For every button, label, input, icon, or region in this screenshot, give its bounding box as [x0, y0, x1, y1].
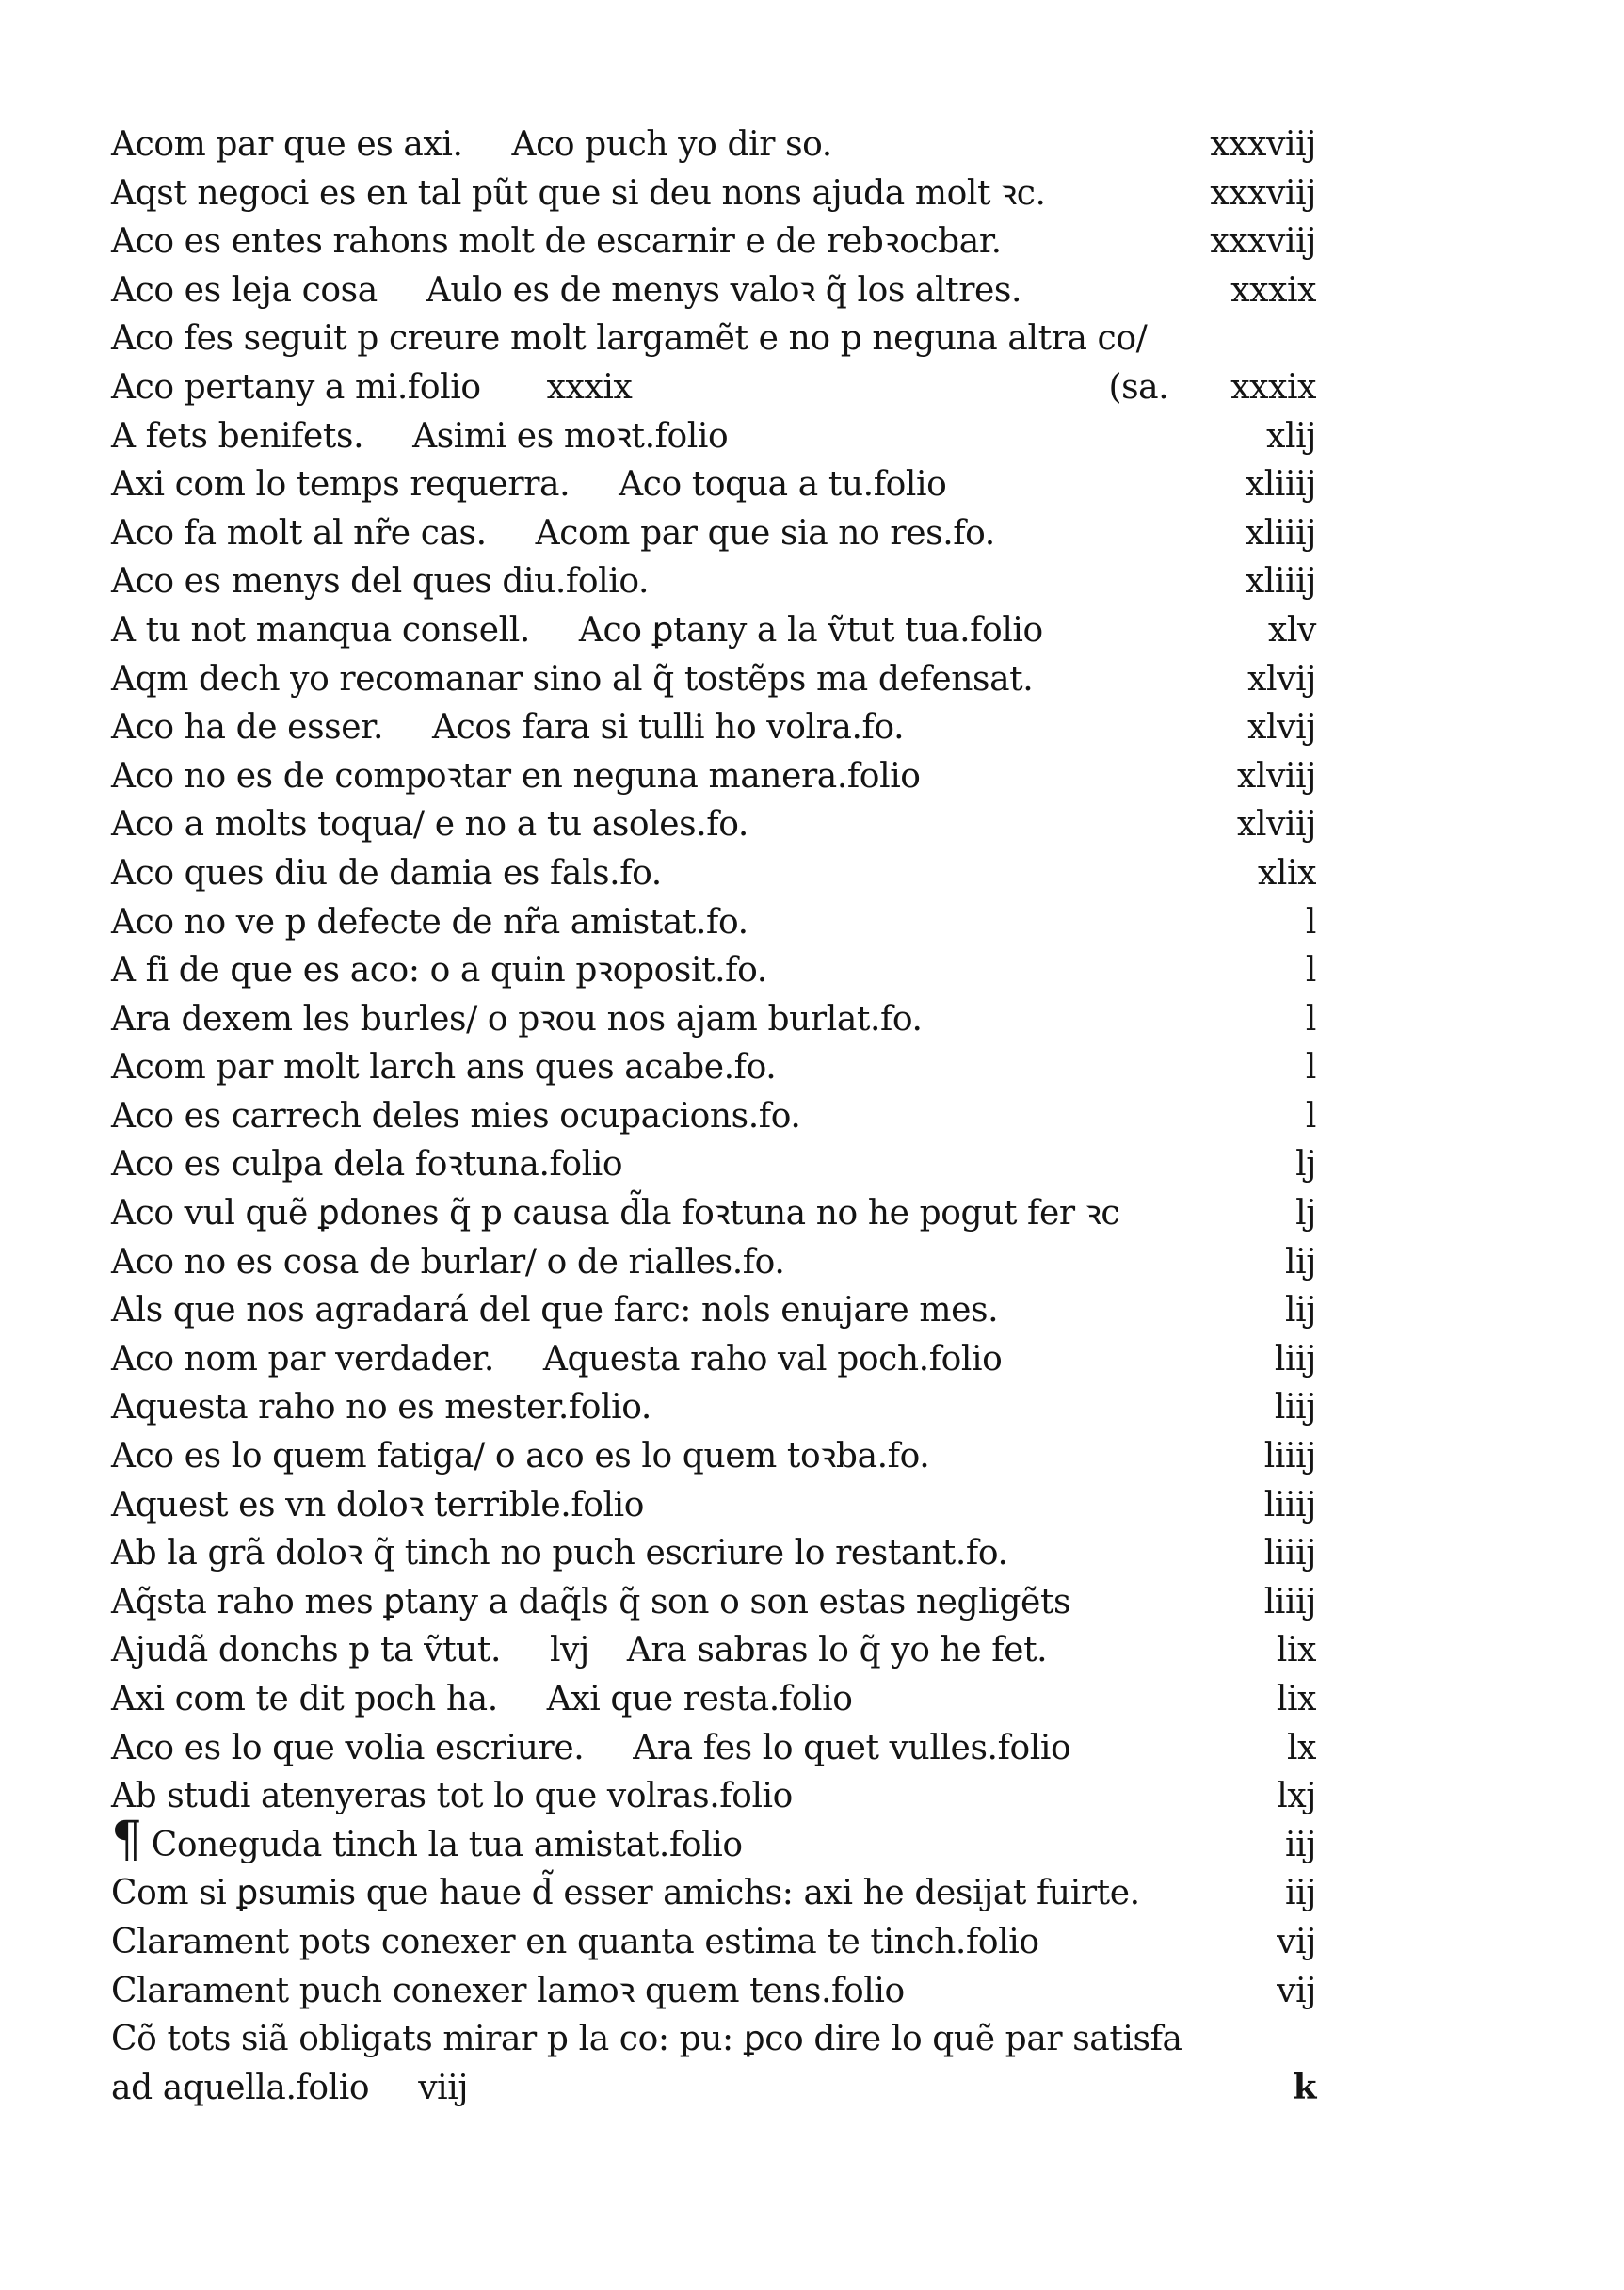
folio-number: lix	[1276, 1631, 1316, 1670]
folio-number: xliiij	[1245, 562, 1316, 602]
entry-text: Aco pertany a mi.folio	[111, 367, 481, 407]
entry-text-second: Asimi es moꝛt.folio	[412, 416, 729, 456]
signature-mark: k	[1293, 2067, 1316, 2107]
folio-number: xxxviij	[1210, 173, 1316, 213]
entry-text: Aco a molts toqua/ e no a tu asoles.fo.	[111, 805, 748, 845]
entry-text: A fi de que es aco: o a quin pꝛoposit.fo.	[111, 951, 767, 991]
entry-text: Ara dexem les burles/ o pꝛou nos ajam burlat.fo.	[111, 999, 923, 1039]
entry-text: Aco ha de esser.	[111, 708, 384, 748]
folio-number: xlix	[1257, 853, 1316, 893]
entry-text: Clarament pots conexer en quanta estima te tinch.folio	[111, 1922, 1039, 1961]
entry-text: Als que nos agradará del que farc: nols enujare mes.	[111, 1291, 999, 1330]
folio-number: l	[1305, 951, 1316, 991]
folio-number: liiij	[1263, 1534, 1316, 1573]
index-entry	[111, 1432, 1316, 1481]
entry-text: Aco no es de compoꝛtar en neguna manera.folio	[111, 756, 921, 796]
entry-text: Ab studi atenyeras tot lo que volras.folio	[111, 1777, 793, 1816]
index-entry	[111, 1529, 1316, 1578]
index-entry	[111, 1869, 1316, 1918]
folio-number: xlij	[1266, 416, 1316, 456]
folio-number: l	[1305, 999, 1316, 1039]
entry-text: Cõ tots siã obligats mirar p la co: pu: ꝑco dire lo quẽ par satisfa	[111, 2020, 1182, 2059]
index-entry	[111, 606, 1316, 655]
entry-text: Aq̃sta raho mes ꝑtany a daq̃ls q̃ son o son estas negligẽts	[111, 1582, 1071, 1621]
folio-number: xliiij	[1245, 513, 1316, 553]
folio-number: l	[1305, 1096, 1316, 1136]
entry-text-third: Ara sabras lo q̃ yo he fet.	[626, 1631, 1048, 1670]
entry-text: Aco es entes rahons molt de escarnir e de rebꝛocbar.	[111, 222, 1002, 262]
index-entry	[111, 849, 1316, 898]
folio-number: xlvij	[1247, 659, 1316, 699]
folio-number: xxxix	[1230, 270, 1316, 310]
index-entry	[111, 1092, 1316, 1141]
folio-number: lj	[1295, 1145, 1316, 1185]
index-entry	[111, 169, 1316, 218]
index-entry	[111, 995, 1316, 1044]
index-entry	[111, 703, 1316, 752]
pilcrow-mark: ¶	[111, 1811, 142, 1868]
folio-number: xlviij	[1237, 805, 1316, 845]
index-entry	[111, 1383, 1316, 1432]
index-entry	[111, 2015, 1316, 2064]
folio-number: lj	[1295, 1194, 1316, 1234]
entry-text: ad aquella.folio	[111, 2068, 370, 2107]
index-entry	[111, 1967, 1316, 2016]
entry-text-second: Ara fes lo quet vulles.folio	[633, 1728, 1071, 1767]
entry-text: Aco fes seguit p creure molt largamẽt e no p neguna altra co/	[111, 319, 1148, 359]
index-entry	[111, 2064, 1316, 2113]
index-entry	[111, 412, 1316, 461]
index-entry	[111, 121, 1316, 169]
index-entry	[111, 1811, 1316, 1870]
entry-text: Aco fa molt al nr̃e cas.	[111, 513, 487, 553]
folio-number: iij	[1285, 1874, 1316, 1913]
entry-text: Aco es culpa dela foꝛtuna.folio	[111, 1145, 623, 1185]
index-entry	[111, 1724, 1316, 1773]
index-entry	[111, 1286, 1316, 1335]
entry-text-second: Aco toqua a tu.folio	[619, 465, 947, 505]
entry-text: Ab la grã doloꝛ q̃ tinch no puch escriure lo restant.fo.	[111, 1534, 1008, 1573]
folio-number: xliiij	[1245, 465, 1316, 505]
index-entry	[111, 898, 1316, 947]
index-entry	[111, 314, 1316, 363]
entry-text: Aqm dech yo recomanar sino al q̃ tostẽps ma defensat.	[111, 659, 1034, 699]
entry-text-second: Acom par que sia no res.fo.	[535, 513, 995, 553]
folio-number: liij	[1274, 1388, 1316, 1427]
entry-text: Aqst negoci es en tal pũt que si deu nons ajuda molt ꝛc.	[111, 173, 1046, 213]
folio-number: vij	[1277, 1922, 1316, 1961]
folio-number: liiij	[1263, 1437, 1316, 1476]
index-entry	[111, 1626, 1316, 1675]
entry-text: Aco es carrech deles mies ocupacions.fo.	[111, 1096, 801, 1136]
entry-text: Clarament puch conexer lamoꝛ quem tens.folio	[111, 1971, 905, 2010]
index-entry	[111, 752, 1316, 801]
index-entry	[111, 1140, 1316, 1189]
index-entry	[111, 1772, 1316, 1821]
index-entry	[111, 655, 1316, 704]
entry-text: Acom par que es axi.	[111, 125, 463, 164]
index-entry	[111, 557, 1316, 606]
folio-number: xlv	[1268, 610, 1316, 650]
entry-text: Aquesta raho no es mester.folio.	[111, 1388, 651, 1427]
entry-text: Aquest es vn doloꝛ terrible.folio	[111, 1485, 645, 1524]
index-entry	[111, 800, 1316, 849]
index-entry	[111, 946, 1316, 995]
index-entry	[111, 509, 1316, 558]
entry-text: Com si ꝑsumis que haue d̃ esser amichs: axi he desijat fuirte.	[111, 1874, 1140, 1913]
entry-text-second: Aco ꝑtany a la ṽtut tua.folio	[578, 610, 1043, 650]
entry-text: A fets benifets.	[111, 416, 364, 456]
entry-text: A tu not manqua consell.	[111, 610, 530, 650]
folio-number: liij	[1274, 1339, 1316, 1379]
index-entry	[111, 218, 1316, 266]
entry-text: Aco es lo que volia escriure.	[111, 1728, 585, 1767]
index-entry	[111, 1043, 1316, 1092]
entry-text-second: Aquesta raho val poch.folio	[542, 1339, 1003, 1379]
entry-text-second: lvj	[550, 1631, 589, 1670]
folio-number: xlvij	[1247, 708, 1316, 748]
folio-number: xxxviij	[1210, 222, 1316, 262]
entry-text: Aco es leja cosa	[111, 270, 378, 310]
entry-text: Coneguda tinch la tua amistat.folio	[151, 1825, 743, 1864]
index-entry	[111, 460, 1316, 509]
folio-number: iij	[1285, 1825, 1316, 1864]
inline-folio-number: xxxix	[546, 367, 633, 407]
folio-number: liiij	[1263, 1582, 1316, 1621]
folio-number: xlviij	[1237, 756, 1316, 796]
folio-number: lxj	[1277, 1777, 1316, 1816]
entry-text: Aco es menys del ques diu.folio.	[111, 562, 650, 602]
entry-text: Axi com te dit poch ha.	[111, 1680, 498, 1718]
index-entry	[111, 266, 1316, 315]
folio-number: l	[1305, 902, 1316, 942]
entry-text: Ajudã donchs p ta ṽtut.	[111, 1631, 502, 1670]
folio-number: l	[1305, 1048, 1316, 1088]
folio-number: xxxviij	[1210, 125, 1316, 164]
entry-text-second: Acos fara si tulli ho volra.fo.	[432, 708, 905, 748]
index-entry	[111, 1918, 1316, 1967]
entry-text: Aco es lo quem fatiga/ o aco es lo quem toꝛba.fo.	[111, 1437, 930, 1476]
index-entry	[111, 1675, 1316, 1724]
folio-number: xxxix	[1230, 367, 1316, 407]
index-entry	[111, 363, 1316, 412]
entry-text: Aco ques diu de damia es fals.fo.	[111, 853, 662, 893]
folio-number: vij	[1277, 1971, 1316, 2010]
entry-text: Acom par molt larch ans ques acabe.fo.	[111, 1048, 777, 1088]
entry-text: Aco no ve p defecte de nr̃a amistat.fo.	[111, 902, 748, 942]
index-entry	[111, 1238, 1316, 1287]
entry-text-second: Axi que resta.folio	[546, 1680, 853, 1718]
index-entry	[111, 1189, 1316, 1238]
index-entry	[111, 1578, 1316, 1627]
folio-number: lij	[1285, 1291, 1316, 1330]
entry-text-second: Aulo es de menys valoꝛ q̃ los altres.	[426, 270, 1022, 310]
folio-number: liiij	[1263, 1485, 1316, 1524]
entry-text: Aco nom par verdader.	[111, 1339, 494, 1379]
entry-text: Aco vul quẽ ꝑdones q̃ p causa d̃la foꝛtuna no he pogut fer ꝛc	[111, 1194, 1120, 1234]
entry-text: Aco no es cosa de burlar/ o de rialles.fo.	[111, 1242, 785, 1282]
folio-number: lx	[1286, 1728, 1316, 1767]
folio-number: lix	[1276, 1680, 1316, 1718]
entry-text-second: viij	[418, 2068, 469, 2107]
index-entry	[111, 1335, 1316, 1384]
folio-number: lij	[1285, 1242, 1316, 1282]
index-entry	[111, 1481, 1316, 1530]
alphabetical-index	[111, 121, 1316, 2112]
entry-text-second: Aco puch yo dir so.	[511, 125, 832, 164]
runover-text: (sa.	[1108, 367, 1169, 407]
entry-text: Axi com lo temps requerra.	[111, 465, 571, 505]
